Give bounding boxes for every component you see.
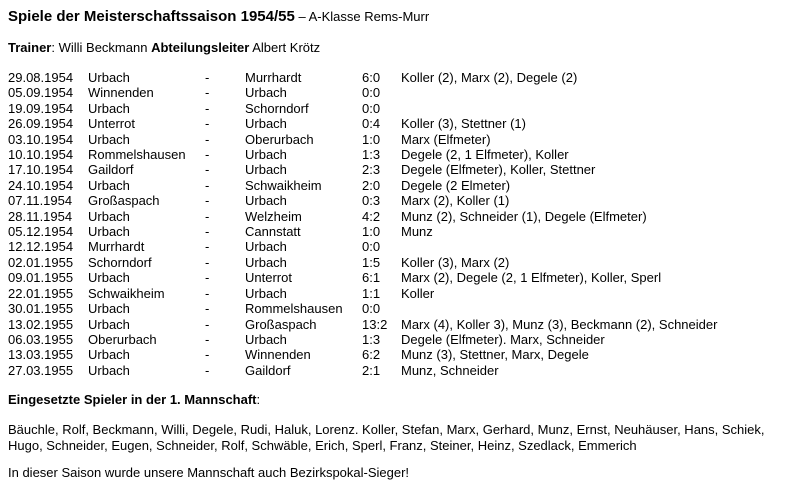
match-row: [6, 347, 719, 362]
match-row: [6, 162, 719, 177]
match-away: Urbach: [245, 193, 287, 209]
match-scorers: Munz (2), Schneider (1), Degele (Elfmeter): [401, 208, 647, 224]
match-sep: -: [205, 162, 210, 178]
match-sep: -: [205, 301, 210, 317]
match-home: Murrhardt: [88, 239, 145, 255]
match-row: [6, 255, 719, 270]
match-scorers: Degele (2, 1 Elfmeter), Koller: [401, 147, 569, 163]
match-home: Urbach: [88, 224, 130, 240]
match-home: Rommelshausen: [88, 147, 186, 163]
match-sep: -: [205, 254, 210, 270]
match-row: [6, 363, 719, 378]
match-date: 24.10.1954: [8, 177, 74, 193]
match-score: 2:3: [362, 162, 381, 178]
match-date: 29.08.1954: [8, 70, 74, 85]
match-away: Schorndorf: [245, 100, 309, 116]
match-scorers: [399, 301, 719, 316]
match-row: [6, 301, 719, 316]
match-sep: -: [205, 270, 210, 286]
match-score: 1:0: [362, 131, 381, 147]
match-away: Großaspach: [245, 316, 317, 332]
match-scorers: Marx (2), Koller (1): [401, 193, 510, 209]
match-scorers: Munz (3), Stettner, Marx, Degele: [401, 347, 589, 363]
match-date: 05.12.1954: [8, 224, 74, 240]
match-score: 1:3: [362, 331, 381, 347]
match-away: Rommelshausen: [245, 301, 343, 317]
match-date: 06.03.1955: [8, 331, 74, 347]
match-home: Urbach: [88, 347, 130, 363]
match-date: 26.09.1954: [8, 116, 74, 132]
match-home: Urbach: [88, 362, 130, 378]
match-home: Urbach: [88, 100, 130, 116]
match-sep: -: [205, 100, 210, 116]
match-sep: -: [205, 193, 210, 209]
match-scorers: Koller (3), Stettner (1): [401, 116, 526, 132]
match-scorers: Marx (2), Degele (2, 1 Elfmeter), Koller, Sperl: [401, 270, 662, 286]
match-score: 13:2: [362, 316, 388, 332]
match-away: Winnenden: [245, 347, 311, 363]
match-home: Urbach: [88, 270, 130, 286]
match-sep: -: [205, 177, 210, 193]
match-scorers: Marx (4), Koller 3), Munz (3), Beckmann (2), Schneider: [401, 316, 718, 332]
match-home: Urbach: [88, 316, 130, 332]
match-date: 05.09.1954: [8, 85, 74, 101]
match-sep: -: [205, 347, 210, 363]
match-row: [6, 317, 719, 332]
match-home: Oberurbach: [88, 331, 157, 347]
trainer-name: : Willi Beckmann: [51, 40, 152, 55]
match-home: Urbach: [88, 131, 130, 147]
match-scorers: Munz, Schneider: [401, 362, 499, 378]
match-scorers: Koller (2), Marx (2), Degele (2): [401, 70, 578, 85]
match-away: Urbach: [245, 147, 287, 163]
match-scorers: Marx (Elfmeter): [401, 131, 491, 147]
trainer-label: Trainer: [8, 40, 52, 55]
match-sep: -: [205, 331, 210, 347]
match-score: 0:4: [362, 116, 381, 132]
match-date: 13.02.1955: [8, 316, 74, 332]
match-scorers: [399, 239, 719, 254]
match-score: 0:0: [362, 85, 381, 101]
match-row: [6, 193, 719, 208]
match-away: Cannstatt: [245, 224, 301, 240]
match-home: Urbach: [88, 177, 130, 193]
match-score: 0:0: [362, 301, 381, 317]
match-scorers: Munz: [401, 224, 433, 240]
match-scorers: [399, 85, 719, 100]
match-score: 0:0: [362, 239, 381, 255]
match-date: 12.12.1954: [8, 239, 74, 255]
league-subtitle: – A-Klasse Rems-Murr: [294, 9, 430, 24]
match-home: Schwaikheim: [88, 285, 165, 301]
match-sep: -: [205, 70, 210, 85]
match-home: Urbach: [88, 208, 130, 224]
match-scorers: Koller (3), Marx (2): [401, 254, 510, 270]
page-title: [8, 8, 429, 25]
match-date: 17.10.1954: [8, 162, 74, 178]
match-sep: -: [205, 147, 210, 163]
match-score: 6:0: [362, 70, 381, 85]
match-away: Murrhardt: [245, 70, 302, 85]
match-row: [6, 147, 719, 162]
match-date: 13.03.1955: [8, 347, 74, 363]
match-home: Unterrot: [88, 116, 135, 132]
match-away: Oberurbach: [245, 131, 314, 147]
match-away: Unterrot: [245, 270, 292, 286]
leader-name: Albert Krötz: [249, 40, 321, 55]
match-home: Urbach: [88, 70, 130, 85]
match-score: 0:0: [362, 100, 381, 116]
match-sep: -: [205, 316, 210, 332]
match-date: 09.01.1955: [8, 270, 74, 286]
match-sep: -: [205, 116, 210, 132]
match-away: Gaildorf: [245, 362, 291, 378]
match-score: 0:3: [362, 193, 381, 209]
match-table: [6, 70, 719, 378]
match-score: 1:5: [362, 254, 381, 270]
match-date: 22.01.1955: [8, 285, 74, 301]
players-heading: [8, 392, 260, 407]
match-score: 6:2: [362, 347, 381, 363]
match-sep: -: [205, 85, 210, 101]
match-row: [6, 286, 719, 301]
leader-label: Abteilungsleiter: [151, 40, 250, 55]
match-sep: -: [205, 208, 210, 224]
match-sep: -: [205, 131, 210, 147]
match-away: Urbach: [245, 239, 287, 255]
match-date: 28.11.1954: [8, 208, 73, 224]
players-heading-text: Eingesetzte Spieler in der 1. Mannschaft: [8, 392, 257, 407]
match-away: Urbach: [245, 285, 287, 301]
match-row: [6, 70, 719, 85]
match-away: Urbach: [245, 85, 287, 101]
match-sep: -: [205, 362, 210, 378]
match-row: [6, 209, 719, 224]
match-scorers: [399, 101, 719, 116]
match-home: Gaildorf: [88, 162, 134, 178]
staff-line: [8, 40, 320, 55]
match-scorers: Degele (Elfmeter), Koller, Stettner: [401, 162, 596, 178]
match-away: Urbach: [245, 162, 287, 178]
match-score: 1:3: [362, 147, 381, 163]
match-home: Urbach: [88, 301, 130, 317]
match-home: Winnenden: [88, 85, 154, 101]
match-score: 4:2: [362, 208, 381, 224]
match-date: 10.10.1954: [8, 147, 74, 163]
match-sep: -: [205, 224, 210, 240]
match-score: 2:0: [362, 177, 381, 193]
match-score: 1:0: [362, 224, 381, 240]
match-date: 27.03.1955: [8, 362, 74, 378]
match-score: 6:1: [362, 270, 381, 286]
match-away: Schwaikheim: [245, 177, 322, 193]
match-row: [6, 85, 719, 100]
match-away: Welzheim: [245, 208, 302, 224]
match-away: Urbach: [245, 254, 287, 270]
match-scorers: Koller: [401, 285, 435, 301]
match-row: [6, 101, 719, 116]
match-scorers: Degele (Elfmeter). Marx, Schneider: [401, 331, 605, 347]
match-date: 19.09.1954: [8, 100, 74, 116]
match-date: 07.11.1954: [8, 193, 73, 209]
match-score: 1:1: [362, 285, 381, 301]
players-heading-colon: :: [256, 392, 261, 407]
match-row: [6, 116, 719, 131]
match-date: 03.10.1954: [8, 131, 74, 147]
footer-note: In dieser Saison wurde unsere Mannschaft auch Bezirkspokal-Sieger!: [8, 465, 410, 480]
match-away: Urbach: [245, 116, 287, 132]
match-sep: -: [205, 285, 210, 301]
season-title: Spiele der Meisterschaftssaison 1954/55: [8, 8, 295, 25]
match-row: [6, 224, 719, 239]
match-row: [6, 178, 719, 193]
match-date: 30.01.1955: [8, 301, 74, 317]
match-scorers: Degele (2 Elmeter): [401, 177, 511, 193]
match-home: Großaspach: [88, 193, 160, 209]
match-home: Schorndorf: [88, 254, 152, 270]
match-row: [6, 332, 719, 347]
match-score: 2:1: [362, 362, 381, 378]
match-row: [6, 132, 719, 147]
match-row: [6, 270, 719, 285]
match-sep: -: [205, 239, 210, 255]
match-row: [6, 239, 719, 254]
players-list: Bäuchle, Rolf, Beckmann, Willi, Degele, Rudi, Haluk, Lorenz. Koller, Stefan, Marx, Gerhard, Munz, Ernst, Neuhäuser, Hans, Schiek, Hugo, Schneider, Eugen, Schneider, Rolf, Schwäble, Erich, Sperl, Franz, Steiner, Heinz, Szedlack, Emmerich: [8, 422, 765, 453]
match-away: Urbach: [245, 331, 287, 347]
match-date: 02.01.1955: [8, 254, 74, 270]
